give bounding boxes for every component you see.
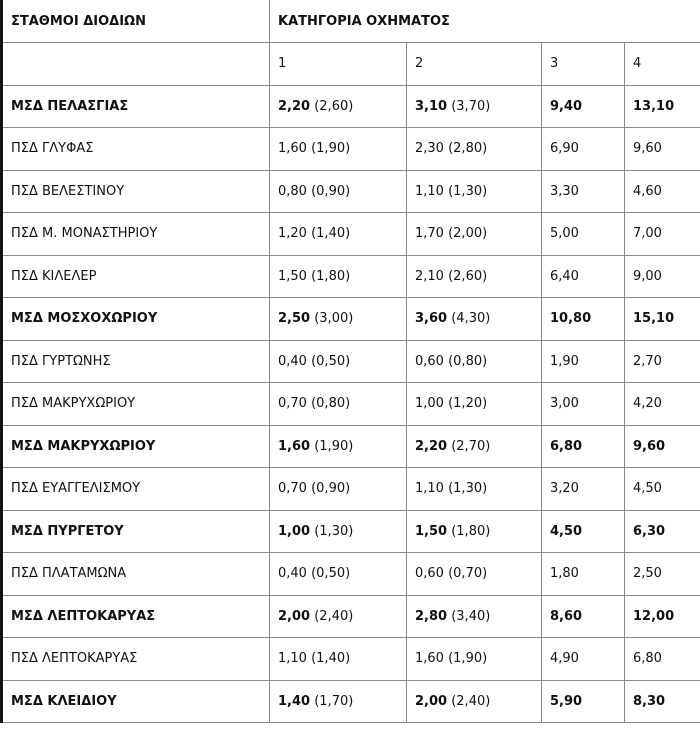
category-2-price [407,468,542,511]
category-1-price-alt: (0,90) [311,183,351,199]
table-row [2,170,700,213]
category-1-price [270,128,407,171]
category-2-price-value: 1,10 [415,481,444,497]
category-3-price: 3,00 [542,383,625,426]
category-2-price-alt: (2,00) [448,226,488,242]
stations-header: ΣΤΑΘΜΟΙ ΔΙΟΔΙΩΝ [2,0,270,43]
category-2-header: 2 [407,43,542,86]
category-2-price [407,383,542,426]
category-2-price-value: 2,00 [415,693,448,709]
category-1-price-alt: (0,80) [311,396,351,412]
category-1-price-value: 2,50 [278,311,311,327]
table-row [2,383,700,426]
category-2-price-alt: (0,70) [448,566,488,582]
category-1-price-value: 1,00 [278,523,311,539]
category-2-price-value: 1,60 [415,651,444,667]
station-name: ΠΣΔ ΜΑΚΡΥΧΩΡΙΟΥ [2,383,270,426]
category-2-price-value: 3,10 [415,98,448,114]
category-2-price-value: 1,00 [415,396,444,412]
category-2-price [407,425,542,468]
category-1-price-alt: (1,40) [311,651,351,667]
category-3-price: 4,50 [542,510,625,553]
table-row [2,255,700,298]
category-2-price-value: 0,60 [415,353,444,369]
category-3-price: 6,90 [542,128,625,171]
table-row [2,680,700,723]
category-1-price-value: 1,40 [278,693,311,709]
category-3-price: 10,80 [542,298,625,341]
category-3-price: 5,00 [542,213,625,256]
category-4-price: 9,00 [625,255,700,298]
table-row [2,595,700,638]
category-1-price-value: 0,70 [278,481,307,497]
category-1-price [270,468,407,511]
category-1-price [270,255,407,298]
category-2-price [407,128,542,171]
table-row [2,510,700,553]
category-1-price-alt: (0,90) [311,481,351,497]
category-3-price: 9,40 [542,85,625,128]
category-2-price [407,170,542,213]
category-2-price-value: 2,10 [415,268,444,284]
category-2-price [407,213,542,256]
category-4-price: 2,70 [625,340,700,383]
category-2-price-alt: (4,30) [451,311,491,327]
category-2-price [407,510,542,553]
category-1-price-value: 1,50 [278,268,307,284]
category-1-price-alt: (1,90) [311,141,351,157]
category-2-price-value: 2,20 [415,438,448,454]
category-2-price [407,340,542,383]
category-3-price: 1,80 [542,553,625,596]
category-4-price: 9,60 [625,425,700,468]
category-2-price-alt: (1,90) [448,651,488,667]
station-name: ΠΣΔ ΛΕΠΤΟΚΑΡΥΑΣ [2,638,270,681]
station-name: ΠΣΔ ΕΥΑΓΓΕΛΙΣΜΟΥ [2,468,270,511]
station-name: ΜΣΔ ΜΑΚΡΥΧΩΡΙΟΥ [2,425,270,468]
category-3-price: 6,80 [542,425,625,468]
category-1-price-alt: (1,80) [311,268,351,284]
category-4-price: 6,30 [625,510,700,553]
category-3-price: 3,30 [542,170,625,213]
category-2-price-alt: (2,80) [448,141,488,157]
category-2-price-alt: (1,20) [448,396,488,412]
category-numbers-row [2,43,700,86]
category-1-price-value: 2,20 [278,98,311,114]
category-2-price [407,638,542,681]
category-1-price [270,680,407,723]
category-1-price-alt: (2,60) [314,98,354,114]
category-4-price: 7,00 [625,213,700,256]
category-4-price: 6,80 [625,638,700,681]
header-row [2,0,700,43]
category-2-price-alt: (2,40) [451,693,491,709]
category-3-price: 1,90 [542,340,625,383]
category-1-price-alt: (3,00) [314,311,354,327]
category-2-price [407,85,542,128]
category-1-price-alt: (1,40) [311,226,351,242]
category-1-price [270,383,407,426]
category-header: ΚΑΤΗΓΟΡΙΑ ΟΧΗΜΑΤΟΣ [270,0,700,43]
category-2-price [407,680,542,723]
category-1-price [270,170,407,213]
station-name: ΠΣΔ ΚΙΛΕΛΕΡ [2,255,270,298]
table-row [2,340,700,383]
category-3-price: 8,60 [542,595,625,638]
station-name: ΜΣΔ ΠΥΡΓΕΤΟΥ [2,510,270,553]
category-2-price-value: 0,60 [415,566,444,582]
category-1-price [270,595,407,638]
category-2-price-value: 3,60 [415,311,448,327]
category-4-price: 4,50 [625,468,700,511]
category-4-price: 15,10 [625,298,700,341]
category-2-price-alt: (1,30) [448,481,488,497]
station-name: ΜΣΔ ΜΟΣΧΟΧΩΡΙΟΥ [2,298,270,341]
table-row [2,425,700,468]
category-3-price: 6,40 [542,255,625,298]
category-2-price-value: 1,70 [415,226,444,242]
category-1-price [270,510,407,553]
category-1-price-value: 1,60 [278,438,311,454]
category-1-price-value: 1,10 [278,651,307,667]
category-1-price-value: 2,00 [278,608,311,624]
category-3-price: 4,90 [542,638,625,681]
category-1-price-value: 0,40 [278,566,307,582]
category-3-header: 3 [542,43,625,86]
category-1-price-alt: (0,50) [311,566,351,582]
table-row [2,128,700,171]
category-1-price-alt: (2,40) [314,608,354,624]
station-name: ΜΣΔ ΚΛΕΙΔΙΟΥ [2,680,270,723]
category-1-price [270,340,407,383]
category-2-price-alt: (3,70) [451,98,491,114]
category-4-price: 4,60 [625,170,700,213]
category-2-price-value: 2,30 [415,141,444,157]
station-name: ΠΣΔ ΒΕΛΕΣΤΙΝΟΥ [2,170,270,213]
table-row [2,85,700,128]
table-row [2,298,700,341]
table-row [2,638,700,681]
category-2-price [407,298,542,341]
category-4-price: 9,60 [625,128,700,171]
category-1-price [270,85,407,128]
station-name: ΠΣΔ ΓΥΡΤΩΝΗΣ [2,340,270,383]
category-2-price [407,553,542,596]
category-2-price-value: 1,50 [415,523,448,539]
category-4-price: 12,00 [625,595,700,638]
category-2-price-alt: (3,40) [451,608,491,624]
station-name: ΜΣΔ ΛΕΠΤΟΚΑΡΥΑΣ [2,595,270,638]
category-1-price-alt: (1,90) [314,438,354,454]
category-4-price: 13,10 [625,85,700,128]
category-2-price [407,255,542,298]
category-1-header: 1 [270,43,407,86]
category-1-price-value: 0,70 [278,396,307,412]
category-4-price: 2,50 [625,553,700,596]
category-1-price [270,638,407,681]
category-4-price: 4,20 [625,383,700,426]
table-row [2,213,700,256]
category-1-price-value: 0,40 [278,353,307,369]
category-4-header: 4 [625,43,700,86]
category-1-price [270,425,407,468]
category-1-price-alt: (1,30) [314,523,354,539]
station-name: ΜΣΔ ΠΕΛΑΣΓΙΑΣ [2,85,270,128]
category-2-price-alt: (2,70) [451,438,491,454]
category-2-price-alt: (0,80) [448,353,488,369]
category-2-price-alt: (2,60) [448,268,488,284]
category-1-price-value: 1,60 [278,141,307,157]
category-1-price-value: 1,20 [278,226,307,242]
empty-header-cell [2,43,270,86]
category-1-price [270,298,407,341]
station-name: ΠΣΔ ΠΛΑΤΑΜΩΝΑ [2,553,270,596]
category-1-price-value: 0,80 [278,183,307,199]
station-name: ΠΣΔ ΓΛΥΦΑΣ [2,128,270,171]
table-row [2,468,700,511]
category-2-price-value: 2,80 [415,608,448,624]
category-2-price-value: 1,10 [415,183,444,199]
category-3-price: 5,90 [542,680,625,723]
category-1-price [270,553,407,596]
table-row [2,553,700,596]
category-2-price [407,595,542,638]
category-2-price-alt: (1,80) [451,523,491,539]
toll-rates-body [2,0,700,723]
category-4-price: 8,30 [625,680,700,723]
category-1-price-alt: (1,70) [314,693,354,709]
station-name: ΠΣΔ Μ. ΜΟΝΑΣΤΗΡΙΟΥ [2,213,270,256]
category-1-price [270,213,407,256]
category-2-price-alt: (1,30) [448,183,488,199]
category-1-price-alt: (0,50) [311,353,351,369]
category-3-price: 3,20 [542,468,625,511]
